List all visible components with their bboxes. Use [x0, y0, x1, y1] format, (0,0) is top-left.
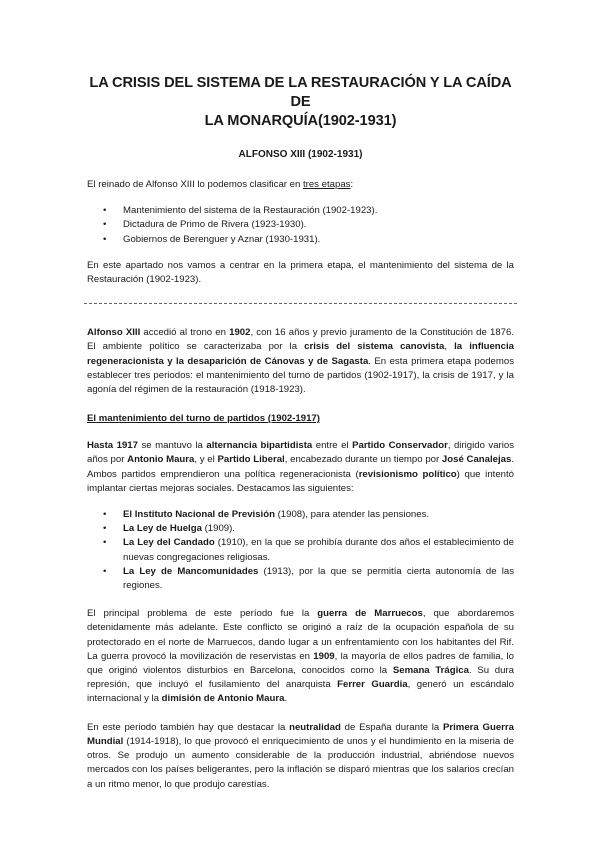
bold-text: Ferrer Guardia — [337, 679, 408, 691]
intro-underlined: tres etapas — [302, 179, 351, 190]
reform-detail: (1908), para atender las pensiones. — [274, 509, 430, 521]
text: , encabezado durante un tiempo por — [284, 454, 442, 466]
list-item: • Gobiernos de Berenguer y Aznar (1930-1931). — [123, 233, 514, 247]
text: entre el — [312, 440, 353, 452]
text: . Su dura represión, que incluyó el fusilamiento del anarquista — [87, 665, 514, 691]
list-item: • Dictadura de Primo de Rivera (1923-1930). — [123, 218, 514, 232]
reform-name: La Ley de Huelga — [123, 523, 202, 535]
stages-list — [87, 204, 514, 247]
bold-text: revisionismo político — [358, 468, 457, 480]
list-item — [123, 508, 514, 522]
text: . — [284, 693, 288, 705]
reform-detail: (1913), por la que se permitía cierta autonomía de las regiones. — [123, 565, 514, 592]
text: El principal problema de este período fue la — [87, 608, 318, 620]
bold-text: crisis del sistema canovista — [304, 341, 445, 353]
bold-text: Partido Conservador — [352, 440, 448, 452]
reform-name: La Ley de Mancomunidades — [123, 565, 259, 577]
text: , que abordaremos detenidamente más adelante. Este conflicto se originó a raíz de la ocupación española de su protectorado en el norte de Marruecos, dando lugar a un enfrentamiento con los habitantes del Rif. La guerra provocó la movilización de reservistas en — [87, 608, 514, 662]
paragraph-bipartisan — [87, 439, 514, 496]
dashed-divider — [84, 303, 517, 304]
text: se mantuvo la — [137, 440, 207, 452]
paragraph-accession — [87, 326, 514, 397]
document-subtitle: ALFONSO XIII (1902-1931) — [238, 149, 363, 160]
text: , — [444, 341, 455, 353]
paragraph-morocco — [87, 607, 514, 706]
reform-detail: (1910), en la que se prohibía durante dos años el establecimiento de nuevas congregaciones religiosas. — [123, 537, 514, 563]
text: accedió al trono en — [140, 327, 230, 339]
text: En este periodo también hay que destacar la — [87, 721, 290, 733]
intro-colon: : — [350, 179, 354, 190]
title-line-2: LA MONARQUÍA(1902-1931) — [204, 113, 397, 129]
text: , la mayoría de ellos padres de familia, lo que originó violentos disturbios en Barcelona, conocidos como la — [87, 650, 514, 677]
text: ) que intentó implantar ciertas mejoras sociales. Destacamos las siguientes: — [87, 468, 514, 494]
section-heading: El mantenimiento del turno de partidos (1902-1917) — [87, 413, 320, 425]
bold-text: José Canalejas — [441, 454, 512, 466]
bold-text: dimisión de Antonio Maura — [161, 693, 285, 705]
list-item — [123, 522, 514, 536]
bold-text: 1902 — [229, 327, 251, 339]
bold-text: Alfonso XIII — [87, 327, 141, 339]
bold-text: Semana Trágica — [392, 665, 469, 677]
intro-paragraph — [87, 178, 514, 192]
text: (1914-1918), lo que provocó el enriquecimiento de unos y el hundimiento en la miseria de otros. Se produjo un aumento considerable de la producción industrial, abriéndose nuevos mercados con los países beligerantes, pero la inflación se disparó mientras que los salarios crecían a un ritmo menor, lo que produjo carestías. — [87, 735, 514, 790]
title-line-1: LA CRISIS DEL SISTEMA DE LA RESTAURACIÓN Y LA CAÍDA DE — [89, 75, 512, 110]
bold-text: Antonio Maura — [127, 454, 195, 466]
bold-text: 1909 — [313, 650, 335, 662]
text: , con 16 años y previo juramento de la Constitución de 1876. El ambiente político se caracterizaba por la — [87, 327, 514, 353]
reform-name: La Ley del Candado — [123, 537, 215, 549]
text: de España durante la — [340, 721, 443, 733]
reforms-list — [87, 508, 514, 593]
text: , generó un escándalo internacional y la — [87, 679, 514, 705]
focus-paragraph: En este apartado nos vamos a centrar en la primera etapa, el mantenimiento del sistema de la Restauración (1902-1923). — [87, 259, 514, 286]
bold-text: Hasta 1917 — [87, 440, 138, 452]
bold-text: neutralidad — [289, 721, 341, 733]
text: , dirigido varios años por — [87, 440, 514, 466]
bold-text: Partido Liberal — [217, 454, 285, 466]
document-title — [87, 0, 514, 131]
bold-text: alternancia bipartidista — [206, 440, 313, 452]
list-item — [123, 536, 514, 564]
intro-text: El reinado de Alfonso XIII lo podemos clasificar en — [87, 179, 303, 190]
list-item — [123, 565, 514, 593]
reform-detail: (1909). — [201, 523, 235, 535]
bold-text: Primera Guerra Mundial — [87, 721, 514, 747]
list-item: • Mantenimiento del sistema de la Restauración (1902-1923). — [123, 204, 514, 218]
text: , y el — [194, 454, 218, 466]
paragraph-neutrality — [87, 721, 514, 792]
reform-name: El Instituto Nacional de Previsión — [123, 509, 275, 521]
text: . Ambos partidos emprendieron una política regeneracionista ( — [87, 454, 514, 480]
bold-text: guerra de Marruecos — [317, 608, 423, 620]
text: . En esta primera etapa podemos establecer tres periodos: el mantenimiento del turno de partidos (1902-1917), la crisis de 1917, y la agonía del régimen de la restauración (1918-1923). — [87, 355, 514, 396]
bold-text: la influencia regeneracionista y la desaparición de Cánovas y de Sagasta — [87, 341, 515, 367]
